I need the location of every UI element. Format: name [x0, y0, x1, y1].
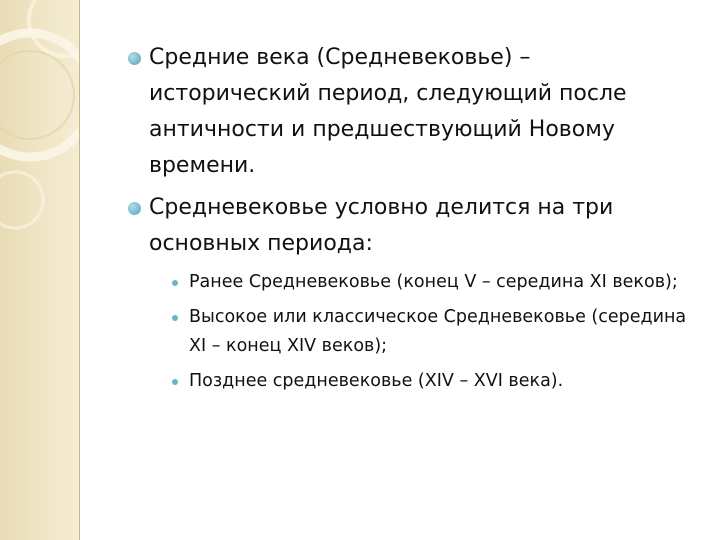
bullet-item-definition	[128, 40, 688, 184]
decorative-circles	[0, 0, 79, 540]
sublist-text: Позднее средневековье (XIV – XVI века).	[189, 371, 564, 391]
bullet-text: Средневековье условно делится на три основных периода:	[149, 195, 614, 256]
bullet-term: Средние века (Средневековье)	[149, 45, 513, 70]
sublist-item-high	[172, 303, 688, 361]
sublist-item-late	[172, 367, 688, 396]
small-bullet-dot-icon	[172, 379, 178, 385]
bullet-item-periods	[128, 190, 688, 262]
bullet-dot-icon	[128, 202, 141, 215]
period-sublist	[172, 268, 688, 396]
small-bullet-dot-icon	[172, 280, 178, 286]
sublist-text: Высокое или классическое Средневековье (середина XI – конец XIV веков);	[189, 307, 687, 356]
sublist-text: Ранее Средневековье (конец V – середина XI веков);	[189, 272, 678, 292]
bullet-text: – исторический период, следующий после античности и предшествующий Новому времени.	[149, 45, 627, 178]
sublist-item-early	[172, 268, 688, 297]
slide-content	[128, 40, 688, 402]
decorative-side-band	[0, 0, 80, 540]
bullet-dot-icon	[128, 52, 141, 65]
small-bullet-dot-icon	[172, 315, 178, 321]
